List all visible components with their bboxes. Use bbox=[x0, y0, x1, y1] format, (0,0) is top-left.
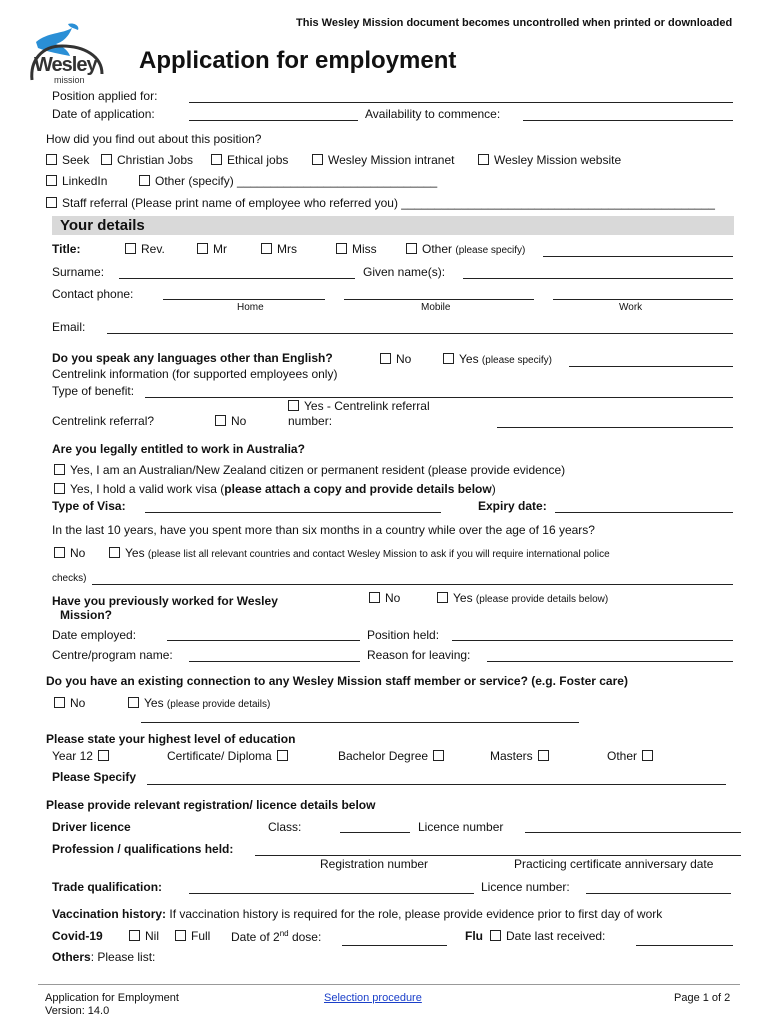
title-miss[interactable]: Miss bbox=[336, 242, 377, 256]
checkbox[interactable] bbox=[54, 697, 65, 708]
surname-field[interactable] bbox=[119, 278, 355, 279]
connection-yes[interactable]: Yes (please provide details) bbox=[128, 696, 270, 710]
checkbox[interactable] bbox=[433, 750, 444, 761]
expiry-label: Expiry date: bbox=[478, 499, 547, 513]
phone-mobile-caption: Mobile bbox=[421, 302, 451, 313]
checkbox[interactable] bbox=[139, 175, 150, 186]
edu-certificate[interactable]: Certificate/ Diploma bbox=[167, 749, 288, 763]
option-christian-jobs[interactable]: Christian Jobs bbox=[101, 153, 193, 167]
title-other-field[interactable] bbox=[543, 256, 733, 257]
centrelink-info: Centrelink information (for supported employees only) bbox=[52, 367, 338, 381]
given-name-field[interactable] bbox=[463, 278, 733, 279]
languages-field[interactable] bbox=[569, 366, 733, 367]
checkbox[interactable] bbox=[46, 154, 57, 165]
email-label: Email: bbox=[52, 320, 86, 334]
checkbox[interactable] bbox=[277, 750, 288, 761]
page-title: Application for employment bbox=[139, 47, 457, 74]
email-field[interactable] bbox=[107, 333, 733, 334]
checkbox[interactable] bbox=[54, 547, 65, 558]
checkbox[interactable] bbox=[443, 353, 454, 364]
second-dose-field[interactable] bbox=[342, 945, 447, 946]
flu-label: Flu bbox=[465, 929, 483, 943]
checkbox[interactable] bbox=[54, 483, 65, 494]
position-label: Position applied for: bbox=[52, 89, 158, 103]
title-rev[interactable]: Rev. bbox=[125, 242, 165, 256]
option-seek[interactable]: Seek bbox=[46, 153, 89, 167]
checkbox[interactable] bbox=[369, 592, 380, 603]
availability-label: Availability to commence: bbox=[365, 107, 501, 121]
practicing-caption: Practicing certificate anniversary date bbox=[514, 857, 714, 871]
title-other[interactable]: Other (please specify) bbox=[406, 242, 525, 256]
connection-question: Do you have an existing connection to any Wesley Mission staff member or service? (e.g. Foster care) bbox=[46, 674, 628, 688]
ten-years-no[interactable]: No bbox=[54, 546, 85, 560]
wesley-mission-logo bbox=[28, 20, 110, 90]
checkbox[interactable] bbox=[128, 697, 139, 708]
previous-question-2: Mission? bbox=[60, 608, 113, 622]
expiry-field[interactable] bbox=[555, 512, 733, 513]
driver-licence-number-field[interactable] bbox=[525, 832, 741, 833]
phone-work-caption: Work bbox=[619, 302, 643, 313]
others-label: Others: Please list: bbox=[52, 950, 156, 964]
second-dose-label: Date of 2nd dose: bbox=[231, 929, 322, 944]
checkbox[interactable] bbox=[380, 353, 391, 364]
checkbox[interactable] bbox=[197, 243, 208, 254]
education-specify-field[interactable] bbox=[147, 784, 726, 785]
entitled-question: Are you legally entitled to work in Australia? bbox=[52, 442, 305, 456]
registration-number-caption: Registration number bbox=[320, 857, 429, 871]
checks-text: checks) bbox=[52, 573, 87, 584]
checkbox[interactable] bbox=[261, 243, 272, 254]
connection-field[interactable] bbox=[141, 722, 579, 723]
checkbox[interactable] bbox=[437, 592, 448, 603]
given-name-label: Given name(s): bbox=[363, 265, 446, 279]
option-linkedin[interactable]: LinkedIn bbox=[46, 174, 107, 188]
checkbox[interactable] bbox=[101, 154, 112, 165]
covid-label: Covid-19 bbox=[52, 929, 103, 943]
edu-bachelor[interactable]: Bachelor Degree bbox=[338, 749, 444, 763]
option-ethical-jobs[interactable]: Ethical jobs bbox=[211, 153, 288, 167]
logo-subtext: mission bbox=[54, 75, 85, 85]
phone-home-caption: Home bbox=[237, 302, 264, 313]
checkbox[interactable] bbox=[336, 243, 347, 254]
connection-no[interactable]: No bbox=[54, 696, 85, 710]
checkbox[interactable] bbox=[54, 464, 65, 475]
vaccination-text: Vaccination history: If vaccination history is required for the role, please provide evidence prior to first day of work bbox=[52, 907, 663, 921]
title-label: Title: bbox=[52, 242, 81, 256]
page-number: Page 1 of 2 bbox=[674, 992, 731, 1004]
reason-leaving-label: Reason for leaving: bbox=[367, 648, 471, 662]
class-label: Class: bbox=[268, 820, 302, 834]
trade-licence-label: Licence number: bbox=[481, 880, 570, 894]
footer-divider bbox=[38, 984, 740, 985]
position-field[interactable] bbox=[189, 102, 733, 103]
option-citizen[interactable]: Yes, I am an Australian/New Zealand citizen or permanent resident (please provide evidence) bbox=[54, 463, 565, 477]
position-held-label: Position held: bbox=[367, 628, 440, 642]
option-other[interactable]: Other (specify) ______________________________ bbox=[139, 174, 437, 188]
option-website[interactable]: Wesley Mission website bbox=[478, 153, 621, 167]
checkbox[interactable] bbox=[129, 930, 140, 941]
checkbox[interactable] bbox=[211, 154, 222, 165]
visa-type-field[interactable] bbox=[145, 512, 441, 513]
edu-masters[interactable]: Masters bbox=[490, 749, 549, 763]
ten-years-yes[interactable]: Yes (please list all relevant countries and contact Wesley Mission to ask if you will require international police bbox=[109, 546, 610, 560]
phone-work-field[interactable] bbox=[553, 299, 733, 300]
logo-wordmark: Wesley bbox=[34, 54, 97, 76]
checkbox[interactable] bbox=[46, 175, 57, 186]
phone-home-field[interactable] bbox=[163, 299, 325, 300]
date-application-label: Date of application: bbox=[52, 107, 155, 121]
education-question: Please state your highest level of education bbox=[46, 732, 296, 746]
section-your-details bbox=[52, 216, 734, 235]
languages-no[interactable]: No bbox=[380, 352, 411, 366]
covid-nil[interactable]: Nil bbox=[129, 929, 159, 943]
ten-years-question: In the last 10 years, have you spent more than six months in a country while over the age of 16 years? bbox=[52, 523, 595, 537]
checkbox[interactable] bbox=[46, 197, 57, 208]
centrelink-no[interactable]: No bbox=[215, 414, 246, 428]
benefit-label: Type of benefit: bbox=[52, 384, 135, 398]
languages-question: Do you speak any languages other than English? bbox=[52, 351, 333, 365]
covid-full[interactable]: Full bbox=[175, 929, 210, 943]
driver-licence-label: Driver licence bbox=[52, 820, 131, 834]
trade-field[interactable] bbox=[189, 893, 474, 894]
date-application-field[interactable] bbox=[189, 120, 358, 121]
countries-field[interactable] bbox=[92, 584, 733, 585]
previous-no[interactable]: No bbox=[369, 591, 400, 605]
title-mr[interactable]: Mr bbox=[197, 242, 227, 256]
centrelink-referral-label: Centrelink referral? bbox=[52, 414, 155, 428]
centrelink-number-field[interactable] bbox=[497, 427, 733, 428]
edu-year12[interactable]: Year 12 bbox=[52, 749, 109, 763]
option-visa[interactable]: Yes, I hold a valid work visa (please attach a copy and provide details below) bbox=[54, 482, 496, 496]
find-out-question: How did you find out about this position? bbox=[46, 132, 262, 146]
benefit-field[interactable] bbox=[145, 397, 733, 398]
title-mrs[interactable]: Mrs bbox=[261, 242, 297, 256]
previous-yes[interactable]: Yes (please provide details below) bbox=[437, 591, 608, 605]
flu-date-field[interactable] bbox=[636, 945, 733, 946]
centre-name-field[interactable] bbox=[189, 661, 360, 662]
availability-field[interactable] bbox=[523, 120, 733, 121]
education-specify-label: Please Specify bbox=[52, 770, 137, 784]
checkbox[interactable] bbox=[175, 930, 186, 941]
checkbox[interactable] bbox=[98, 750, 109, 761]
option-staff-referral[interactable]: Staff referral (Please print name of employee who referred you) _______________________________________________ bbox=[46, 196, 715, 210]
date-employed-field[interactable] bbox=[167, 640, 360, 641]
centrelink-yes[interactable]: Yes - Centrelink referral bbox=[288, 399, 430, 413]
profession-field[interactable] bbox=[255, 855, 741, 856]
driver-licence-number-label: Licence number bbox=[418, 820, 504, 834]
checkbox[interactable] bbox=[215, 415, 226, 426]
uncontrolled-notice: This Wesley Mission document becomes uncontrolled when printed or downloaded bbox=[296, 17, 733, 29]
flu-date-option[interactable]: Date last received: bbox=[490, 929, 605, 943]
footer-version: Version: 14.0 bbox=[45, 1005, 110, 1017]
centrelink-number-label: number: bbox=[288, 414, 333, 428]
checkbox[interactable] bbox=[406, 243, 417, 254]
centre-name-label: Centre/program name: bbox=[52, 648, 173, 662]
option-intranet[interactable]: Wesley Mission intranet bbox=[312, 153, 455, 167]
previous-question-1: Have you previously worked for Wesley bbox=[52, 594, 278, 608]
surname-label: Surname: bbox=[52, 265, 105, 279]
date-employed-label: Date employed: bbox=[52, 628, 137, 642]
footer-doc-name: Application for Employment bbox=[45, 992, 179, 1004]
position-held-field[interactable] bbox=[452, 640, 733, 641]
checkbox[interactable] bbox=[642, 750, 653, 761]
selection-procedure-link[interactable]: Selection procedure bbox=[324, 992, 422, 1004]
checkbox[interactable] bbox=[288, 400, 299, 411]
licence-question: Please provide relevant registration/ licence details below bbox=[46, 798, 376, 812]
languages-yes[interactable]: Yes (please specify) bbox=[443, 352, 552, 366]
checkbox[interactable] bbox=[312, 154, 323, 165]
phone-mobile-field[interactable] bbox=[344, 299, 534, 300]
checkbox[interactable] bbox=[109, 547, 120, 558]
checkbox[interactable] bbox=[478, 154, 489, 165]
checkbox[interactable] bbox=[490, 930, 501, 941]
trade-licence-field[interactable] bbox=[586, 893, 731, 894]
phone-label: Contact phone: bbox=[52, 287, 134, 301]
visa-type-label: Type of Visa: bbox=[52, 499, 126, 513]
edu-other[interactable]: Other bbox=[607, 749, 653, 763]
reason-leaving-field[interactable] bbox=[487, 661, 733, 662]
checkbox[interactable] bbox=[125, 243, 136, 254]
trade-label: Trade qualification: bbox=[52, 880, 163, 894]
checkbox[interactable] bbox=[538, 750, 549, 761]
section-title: Your details bbox=[60, 217, 145, 234]
profession-label: Profession / qualifications held: bbox=[52, 842, 234, 856]
class-field[interactable] bbox=[340, 832, 410, 833]
